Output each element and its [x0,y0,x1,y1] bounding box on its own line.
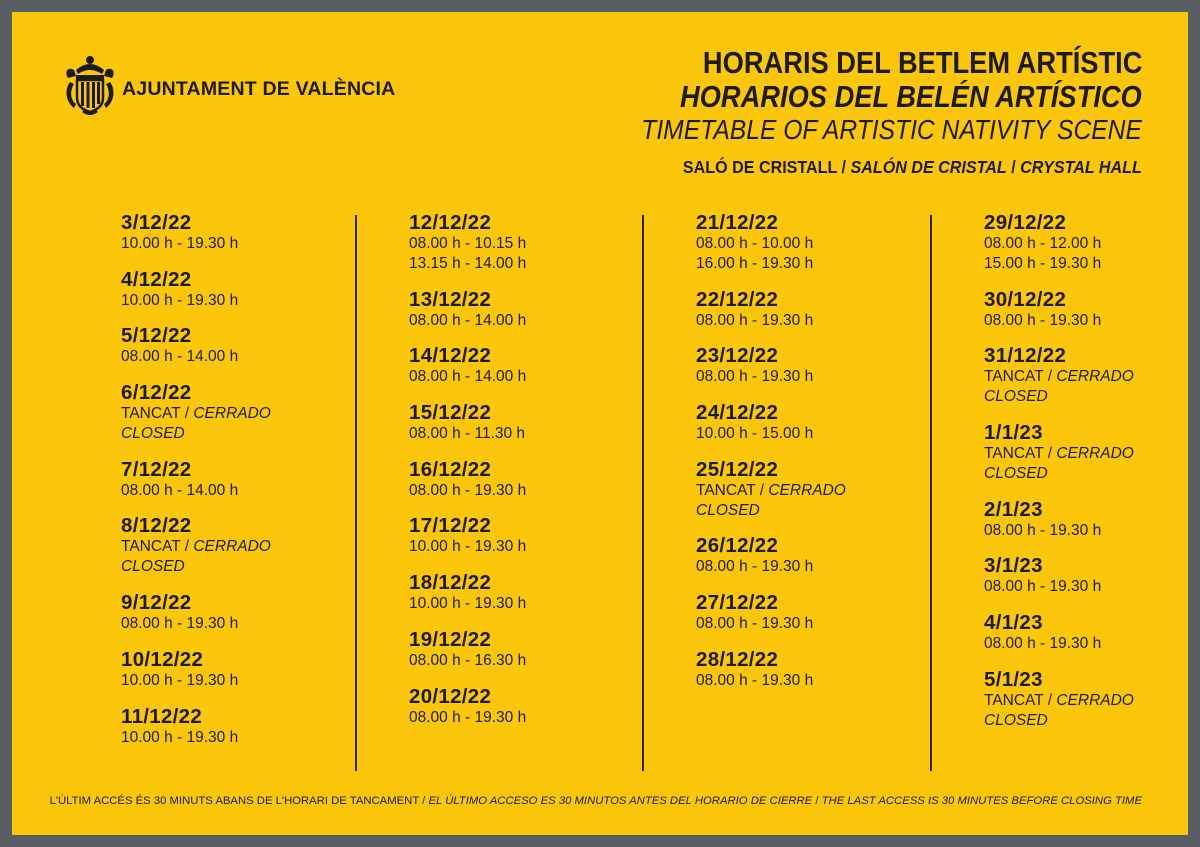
entry-date: 7/12/22 [121,457,192,481]
entry-date: 11/12/22 [121,704,203,728]
title-catalan: HORARIS DEL BETLEM ARTÍSTIC [702,45,1142,80]
closed-catalan: TANCAT [984,691,1044,709]
entry-hours: 08.00 h - 19.30 h [409,481,527,499]
entry-hours: 08.00 h - 11.30 h [409,425,526,443]
closed-separator: / [755,481,769,499]
closed-catalan: TANCAT [984,368,1044,386]
entry-hours: 08.00 h - 19.30 h [984,578,1102,596]
schedule-entry [696,402,946,444]
schedule-column-3 [696,212,946,706]
entry-date: 5/1/23 [984,667,1043,691]
closed-catalan: TANCAT [121,405,181,423]
schedule-entry [121,649,371,691]
schedule-column-2 [409,212,659,742]
entry-hours: 08.00 h - 19.30 h [409,708,527,726]
schedule-entry [409,345,659,387]
entry-hours: 08.00 h - 14.00 h [409,311,527,329]
entry-date: 4/1/23 [984,611,1043,635]
entry-date: 8/12/22 [121,514,192,538]
closed-separator: / [180,405,194,423]
entry-date: 10/12/22 [121,647,204,671]
entry-hours: 08.00 h - 19.30 h [696,558,814,576]
schedule-entry [696,535,946,577]
entry-hours: 08.00 h - 19.30 h [984,635,1102,653]
note-spanish: EL ÚLTIMO ACCESO ES 30 MINUTOS ANTES DEL HORARIO DE CIERRE [428,795,813,807]
schedule-entry [121,212,371,254]
title-spanish: HORARIOS DEL BELÉN ARTÍSTICO [680,79,1142,114]
closed-separator: / [180,538,194,556]
closed-spanish: CERRADO [193,538,271,556]
entry-date: 15/12/22 [409,401,492,425]
schedule-column-4 [984,212,1200,746]
closed-catalan: TANCAT [121,538,181,556]
entry-date: 6/12/22 [121,381,192,405]
closed-spanish: CERRADO [1056,368,1134,386]
entry-date: 14/12/22 [409,344,492,368]
venue-catalan: SALÓ DE CRISTALL [683,157,838,177]
title-english: TIMETABLE OF ARTISTIC NATIVITY SCENE [641,114,1142,145]
schedule-entry [409,515,659,557]
entry-date: 18/12/22 [409,571,492,595]
schedule-entry [121,382,371,444]
closed-separator: / [1043,691,1057,709]
venue-spanish: SALÓN DE CRISTAL [850,157,1007,177]
entry-date: 5/12/22 [121,324,192,348]
schedule-entry [409,402,659,444]
entry-hours: 10.00 h - 19.30 h [121,291,239,309]
entry-date: 28/12/22 [696,647,779,671]
schedule-entry [984,422,1200,484]
entry-hours: 08.00 h - 16.30 h [409,651,527,669]
entry-date: 25/12/22 [696,457,779,481]
schedule-entry [409,629,659,671]
entry-date: 21/12/22 [696,211,779,234]
last-access-note [12,795,1142,807]
entry-hours: 08.00 h - 19.30 h [696,368,814,386]
closed-english: CLOSED [984,388,1048,406]
schedule-entry [696,592,946,634]
note-separator: / [419,795,429,807]
entry-date: 2/1/23 [984,497,1043,521]
entry-date: 13/12/22 [409,287,492,311]
entry-hours: 08.00 h - 14.00 h [121,348,239,366]
schedule-entry [121,592,371,634]
timetable-sheet [12,12,1188,835]
closed-english: CLOSED [121,558,185,576]
entry-hours: 08.00 h - 19.30 h [121,615,239,633]
entry-hours: 08.00 h - 19.30 h [696,671,814,689]
entry-date: 17/12/22 [409,514,492,538]
entry-hours: 10.00 h - 19.30 h [409,538,527,556]
entry-date: 27/12/22 [696,591,779,615]
closed-status [696,481,946,521]
venue-english: CRYSTAL HALL [1020,157,1142,177]
closed-separator: / [1043,368,1057,386]
entry-date: 29/12/22 [984,211,1067,234]
schedule-entry [121,515,371,577]
entry-hours: 10.00 h - 19.30 h [121,235,239,252]
entry-date: 19/12/22 [409,627,492,651]
schedule-column-1 [121,212,371,762]
note-english: THE LAST ACCESS IS 30 MINUTES BEFORE CLOSING TIME [821,795,1142,807]
closed-status [984,691,1200,731]
entry-date: 26/12/22 [696,534,779,558]
closed-status [121,404,371,444]
entry-date: 4/12/22 [121,267,192,291]
schedule-entry [409,212,659,274]
closed-spanish: CERRADO [1056,691,1134,709]
schedule-entry [121,706,371,748]
entry-hours: 08.00 h - 19.30 h [984,521,1102,539]
schedule-entry [696,649,946,691]
entry-hours: 08.00 h - 19.30 h [696,311,814,329]
schedule-entry [121,269,371,311]
venue-separator: / [837,157,851,177]
schedule-entry [121,459,371,501]
entry-date: 3/12/22 [121,211,192,234]
closed-spanish: CERRADO [768,481,846,499]
closed-spanish: CERRADO [193,405,271,423]
schedule-entry [984,212,1200,274]
entry-hours: 08.00 h - 10.15 h 13.15 h - 14.00 h [409,235,527,272]
closed-status [984,367,1200,407]
entry-date: 16/12/22 [409,457,492,481]
closed-catalan: TANCAT [696,481,756,499]
entry-hours: 10.00 h - 19.30 h [409,595,527,613]
closed-status [984,444,1200,484]
entry-hours: 08.00 h - 14.00 h [409,368,527,386]
entry-hours: 10.00 h - 19.30 h [121,728,239,746]
entry-hours: 08.00 h - 14.00 h [121,481,239,499]
schedule-entry [984,289,1200,331]
valencia-coat-of-arms-icon [62,54,118,118]
schedule-entry [696,289,946,331]
venue-separator: / [1006,157,1021,177]
schedule-entry [121,325,371,367]
entry-date: 30/12/22 [984,287,1067,311]
entry-date: 12/12/22 [409,211,492,234]
schedule-entry [409,572,659,614]
entry-hours: 10.00 h - 15.00 h [696,425,814,443]
note-catalan: L'ÚLTIM ACCÉS ÉS 30 MINUTS ABANS DE L'HORARI DE TANCAMENT [49,795,420,807]
schedule-entry [409,459,659,501]
entry-date: 31/12/22 [984,344,1067,368]
closed-english: CLOSED [696,501,760,519]
closed-separator: / [1043,445,1057,463]
entry-date: 24/12/22 [696,401,779,425]
entry-date: 1/1/23 [984,421,1043,445]
entry-date: 22/12/22 [696,287,779,311]
schedule-entry [984,669,1200,731]
schedule-entry [409,289,659,331]
closed-english: CLOSED [121,425,185,443]
schedule-entry [984,555,1200,597]
entry-hours: 10.00 h - 19.30 h [121,671,239,689]
entry-date: 20/12/22 [409,684,492,708]
organization-name: AJUNTAMENT DE VALÈNCIA [122,78,396,100]
schedule-entry [696,459,946,521]
closed-english: CLOSED [984,711,1048,729]
entry-hours: 08.00 h - 12.00 h 15.00 h - 19.30 h [984,235,1102,272]
schedule-entry [696,345,946,387]
entry-date: 9/12/22 [121,591,192,615]
entry-date: 3/1/23 [984,554,1043,578]
entry-hours: 08.00 h - 19.30 h [696,615,814,633]
note-separator: / [812,795,822,807]
schedule-entry [409,686,659,728]
schedule-entry [984,499,1200,541]
schedule-entry [696,212,946,274]
schedule-entry [984,612,1200,654]
closed-english: CLOSED [984,465,1048,483]
entry-hours: 08.00 h - 19.30 h [984,311,1102,329]
closed-spanish: CERRADO [1056,445,1134,463]
entry-hours: 08.00 h - 10.00 h 16.00 h - 19.30 h [696,235,814,272]
venue-line [683,157,1142,178]
schedule-entry [984,345,1200,407]
closed-status [121,537,371,577]
closed-catalan: TANCAT [984,445,1044,463]
entry-date: 23/12/22 [696,344,779,368]
